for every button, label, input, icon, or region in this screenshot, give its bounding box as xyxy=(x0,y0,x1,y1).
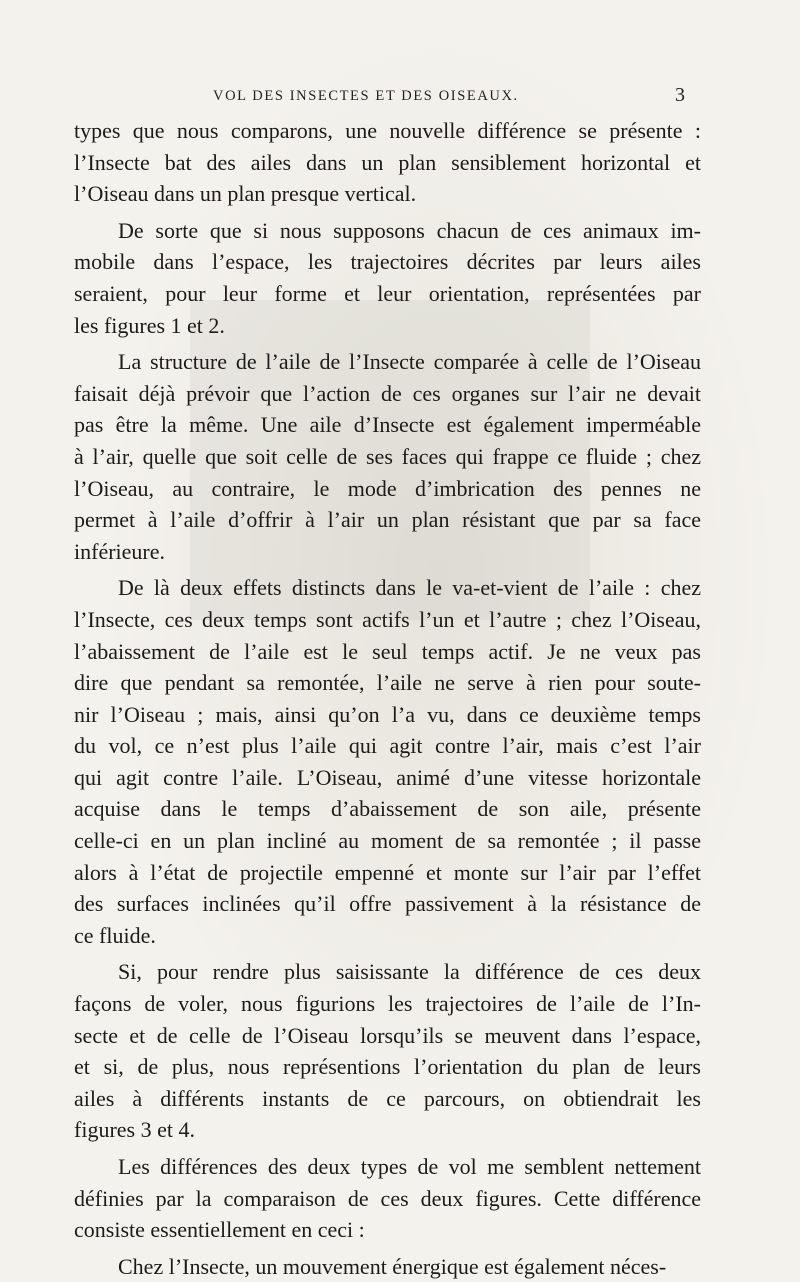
text-line: l’Oiseau dans un plan presque vertical. xyxy=(74,181,417,207)
running-head: VOL DES INSECTES ET DES OISEAUX. xyxy=(213,88,519,104)
text-line: l’abaissement de l’aile est le seul temps actif. Je ne veux pas xyxy=(74,638,701,664)
text-line: mobile dans l’espace, les trajectoires décrites par leurs ailes xyxy=(74,249,701,275)
body-text xyxy=(74,115,701,1282)
text-line: figures 3 et 4. xyxy=(74,1117,195,1143)
text-line: Chez l’Insecte, un mouvement énergique est également néces- xyxy=(118,1253,667,1279)
text-line: l’Insecte, ces deux temps sont actifs l’un et l’autre ; chez l’Oiseau, xyxy=(74,606,701,632)
text-line: qui agit contre l’aile. L’Oiseau, animé d’une vitesse horizontale xyxy=(74,764,701,790)
paragraph xyxy=(74,1251,701,1282)
page-header xyxy=(0,84,800,110)
text-line: faisait déjà prévoir que l’action de ces organes sur l’air ne devait xyxy=(74,380,701,406)
text-line: les figures 1 et 2. xyxy=(74,312,225,338)
text-line: nir l’Oiseau ; mais, ainsi qu’on l’a vu, dans ce deuxième temps xyxy=(74,701,701,727)
paragraph xyxy=(74,346,701,567)
text-line: De là deux effets distincts dans le va-et-vient de l’aile : chez xyxy=(118,575,701,601)
paragraph xyxy=(74,1151,701,1246)
text-line: consiste essentiellement en ceci : xyxy=(74,1217,365,1243)
text-line: à l’air, quelle que soit celle de ses faces qui frappe ce fluide ; chez xyxy=(74,443,701,469)
text-line: types que nous comparons, une nouvelle différence se présente : xyxy=(74,118,701,143)
paragraph xyxy=(74,572,701,951)
text-line: Si, pour rendre plus saisissante la différence de ces deux xyxy=(118,959,701,985)
paragraph xyxy=(74,115,701,210)
paragraph xyxy=(74,215,701,341)
text-line: l’Oiseau, au contraire, le mode d’imbrication des pennes ne xyxy=(74,475,701,501)
text-line: ailes à différents instants de ce parcours, on obtiendrait les xyxy=(74,1085,701,1111)
text-line: des surfaces inclinées qu’il offre passivement à la résistance de xyxy=(74,891,701,917)
text-line: secte et de celle de l’Oiseau lorsqu’ils se meuvent dans l’espace, xyxy=(74,1022,701,1048)
text-line: acquise dans le temps d’abaissement de son aile, présente xyxy=(74,796,701,822)
text-line: La structure de l’aile de l’Insecte comparée à celle de l’Oiseau xyxy=(118,349,701,375)
text-line: Les différences des deux types de vol me semblent nettement xyxy=(118,1154,701,1179)
text-line: alors à l’état de projectile empenné et monte sur l’air par l’effet xyxy=(74,859,701,885)
text-line: ce fluide. xyxy=(74,922,156,948)
text-line: seraient, pour leur forme et leur orientation, représentées par xyxy=(74,280,701,306)
text-line: pas être la même. Une aile d’Insecte est également imperméable xyxy=(74,412,701,438)
paragraph xyxy=(74,956,701,1146)
text-line: inférieure. xyxy=(74,538,165,564)
text-line: De sorte que si nous supposons chacun de ces animaux im- xyxy=(118,217,701,243)
text-line: dire que pendant sa remontée, l’aile ne serve à rien pour soute- xyxy=(74,670,701,696)
text-line: façons de voler, nous figurions les trajectoires de l’aile de l’In- xyxy=(74,991,701,1017)
text-line: définies par la comparaison de ces deux figures. Cette différence xyxy=(74,1185,701,1211)
text-line: du vol, ce n’est plus l’aile qui agit contre l’air, mais c’est l’air xyxy=(74,733,701,759)
text-line: permet à l’aile d’offrir à l’air un plan résistant que par sa face xyxy=(74,507,701,533)
text-line: et si, de plus, nous représentions l’orientation du plan de leurs xyxy=(74,1054,701,1080)
text-line: celle-ci en un plan incliné au moment de sa remontée ; il passe xyxy=(74,828,701,854)
text-line: l’Insecte bat des ailes dans un plan sensiblement horizontal et xyxy=(74,149,701,175)
page-number: 3 xyxy=(675,84,685,106)
